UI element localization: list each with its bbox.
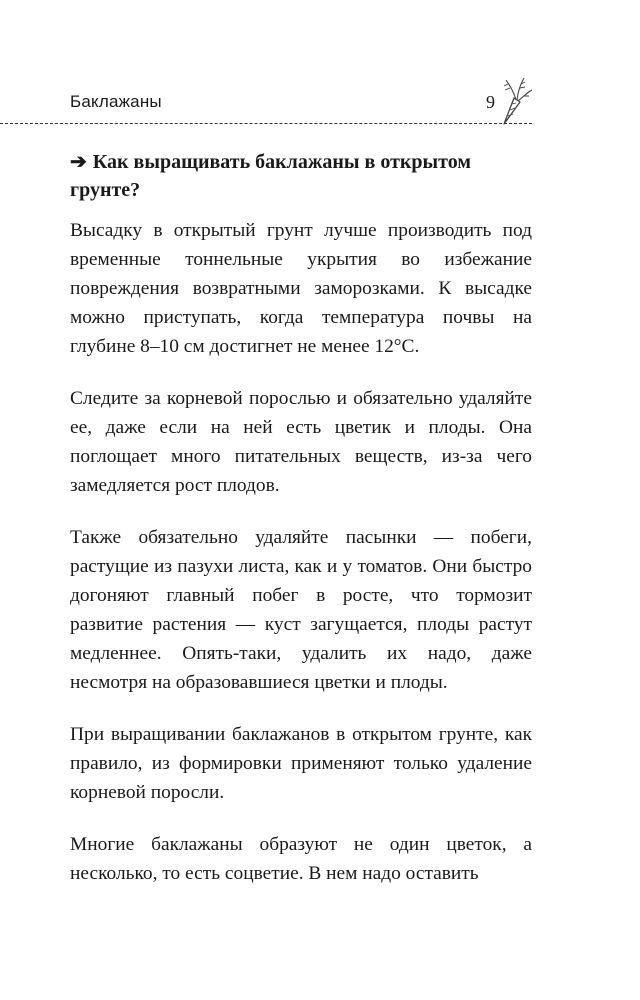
paragraph: Высадку в открытый грунт лучше производить под временные тоннельные укрытия во избежание повреждения возвратными заморозками. К высадке можно приступать, когда температура почвы на глубине 8–10 см достигнет не менее 12°С. [70,220,532,357]
running-title: Баклажаны [70,92,162,111]
section-heading-text: Как выращивать баклажаны в открытом грунте? [70,151,471,201]
section-heading [70,148,532,204]
page-content [70,148,532,911]
carrot-icon [488,76,534,126]
running-head [70,92,530,118]
page-number: 9 [486,92,495,112]
paragraph: Следите за корневой порослью и обязательно удаляйте ее, даже если на ней есть цветик и плоды. Она поглощает много питательных веществ, из-за чего замедляется рост плодов. [70,388,532,496]
paragraph: При выращивании баклажанов в открытом грунте, как правило, из формировки применяют только удаление корневой поросли. [70,724,532,803]
arrow-right-icon: ➔ [70,151,87,173]
paragraph: Многие баклажаны образуют не один цветок, а несколько, то есть соцветие. В нем надо оставить [70,834,532,884]
paragraph: Также обязательно удаляйте пасынки — побеги, растущие из пазухи листа, как и у томатов. Они быстро догоняют главный побег в росте, что тормозит развитие растения — куст загущается, плоды растут медленнее. Опять-таки, удалить их надо, даже несмотря на образовавшиеся цветки и плоды. [70,527,532,693]
header-divider [0,123,532,124]
